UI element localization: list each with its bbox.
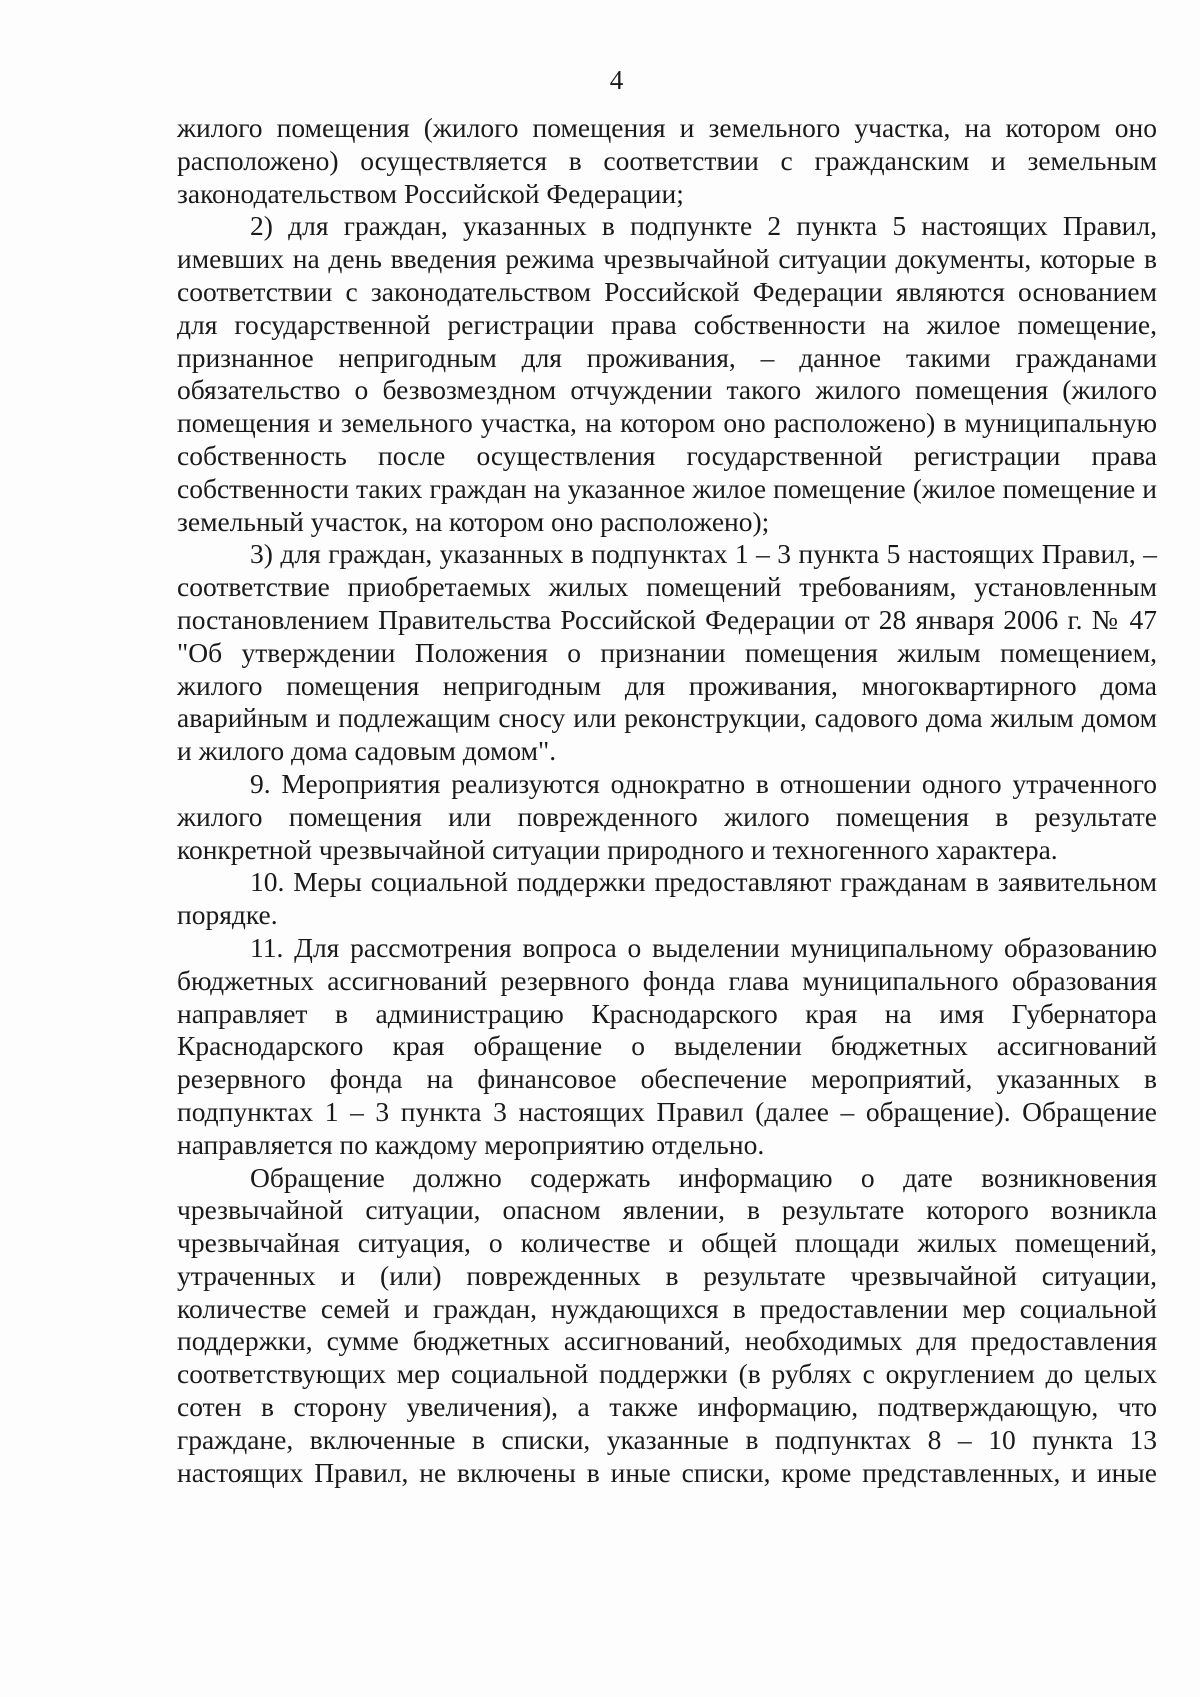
paragraph-continuation: жилого помещения (жилого помещения и земельного участка, на котором оно расположено) осуществляется в соответствии с гражданским и земельным законодательством Российской Федерации; [177,112,1157,209]
paragraph-item-11: 11. Для рассмотрения вопроса о выделении муниципальному образованию бюджетных ассигнований резервного фонда глава муниципального образования направляет в администрацию Краснодарского края на имя Губернатора Краснодарского края обращение о выделении бюджетных ассигнований резервного фонда на финансовое обеспечение мероприятий, указанных в подпунктах 1 – 3 пункта 3 настоящих Правил (далее – обращение). Обращение направляется по каждому мероприятию отдельно. [177,931,1157,1160]
page-number: 4 [609,65,624,95]
paragraph-item-9: 9. Мероприятия реализуются однократно в отношении одного утраченного жилого помещения или поврежденного жилого помещения в результате конкретной чрезвычайной ситуации природного и техногенного характера. [177,767,1157,865]
paragraph-request-contents: Обращение должно содержать информацию о дате возникновения чрезвычайной ситуации, опасном явлении, в результате которого возникла чрезвычайная ситуация, о количестве и общей площади жилых помещений, утраченных и (или) поврежденных в результате чрезвычайной ситуации, количестве семей и граждан, нуждающихся в предоставлении мер социальной поддержки, сумме бюджетных ассигнований, необходимых для предоставления соответствующих мер социальной поддержки (в рублях с округлением до целых сотен в сторону увеличения), а также информацию, подтверждающую, что граждане, включенные в списки, указанные в подпунктах 8 – 10 пункта 13 настоящих Правил, не включены в иные списки, кроме представленных, и иные [177,1161,1157,1488]
paragraph-item-10: 10. Меры социальной поддержки предоставляют гражданам в заявительном порядке. [177,866,1157,931]
paragraph-subitem-2: 2) для граждан, указанных в подпункте 2 пункта 5 настоящих Правил, имевших на день введения режима чрезвычайной ситуации документы, которые в соответствии с законодательством Российской Федерации являются основанием для государственной регистрации права собственности на жилое помещение, признанное непригодным для проживания, – данное такими гражданами обязательство о безвозмездном отчуждении такого жилого помещения (жилого помещения и земельного участка, на котором оно расположено) в муниципальную собственность после осуществления государственной регистрации права собственности таких граждан на указанное жилое помещение (жилое помещение и земельный участок, на котором оно расположено); [177,210,1157,537]
document-body [177,112,1157,1489]
paragraph-subitem-3: 3) для граждан, указанных в подпунктах 1 – 3 пункта 5 настоящих Правил, – соответствие приобретаемых жилых помещений требованиям, установленным постановлением Правительства Российской Федерации от 28 января 2006 г. № 47 "Об утверждении Положения о признании помещения жилым помещением, жилого помещения непригодным для проживания, многоквартирного дома аварийным и подлежащим сносу или реконструкции, садового дома жилым домом и жилого дома садовым домом". [177,538,1157,767]
